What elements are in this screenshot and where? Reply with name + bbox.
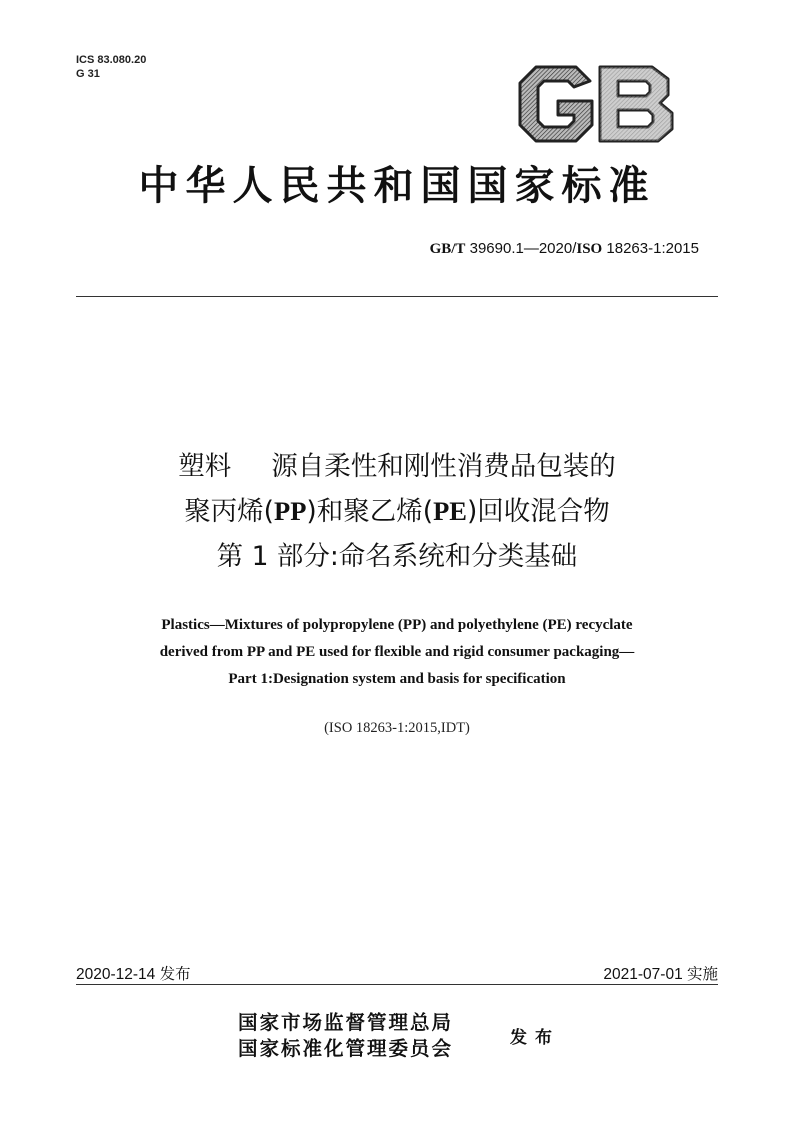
standard-code-prefix: GB/T bbox=[429, 241, 466, 257]
gb-logo-icon bbox=[516, 63, 680, 145]
english-title-line-1: Plastics—Mixtures of polypropylene (PP) and polyethylene (PE) recyclate bbox=[161, 617, 633, 633]
chinese-title-line-3: 第 1 部分:命名系统和分类基础 bbox=[216, 541, 578, 572]
issuing-authorities bbox=[238, 1010, 453, 1062]
classification-codes bbox=[76, 53, 146, 81]
ccs-code: G 31 bbox=[76, 68, 100, 80]
chinese-title-line-1 bbox=[0, 444, 794, 489]
standard-code-number: 39690.1—2020/ bbox=[469, 240, 577, 257]
title-line2-b: )和聚乙烯( bbox=[306, 496, 434, 527]
english-title-line-3: Part 1:Designation system and basis for specification bbox=[228, 671, 566, 687]
english-title-line-2: derived from PP and PE used for flexible and rigid consumer packaging— bbox=[159, 644, 635, 660]
title-line2-pp: PP bbox=[274, 496, 307, 526]
title-line2-a: 聚丙烯( bbox=[184, 496, 275, 527]
release-date: 2020-12-14 发布 bbox=[76, 966, 191, 983]
standard-code bbox=[430, 240, 699, 258]
standard-code-iso-prefix: ISO bbox=[576, 241, 603, 257]
title-line2-c: )回收混合物 bbox=[466, 496, 610, 527]
iso-reference: (ISO 18263-1:2015,IDT) bbox=[324, 720, 470, 736]
issuer-samr: 国家市场监督管理总局 bbox=[238, 1011, 454, 1034]
publish-label: 发布 bbox=[510, 1028, 560, 1048]
standard-code-iso-number: 18263-1:2015 bbox=[606, 240, 699, 257]
issuer-sac: 国家标准化管理委员会 bbox=[238, 1037, 454, 1060]
title-line1-part1: 塑料 bbox=[178, 451, 232, 482]
national-standard-title: 中华人民共和国国家标准 bbox=[138, 162, 656, 209]
chinese-title-line-2 bbox=[0, 489, 794, 534]
english-title bbox=[0, 612, 794, 693]
title-line1-part2: 源自柔性和刚性消费品包装的 bbox=[271, 451, 616, 482]
bottom-divider bbox=[76, 984, 718, 985]
top-divider bbox=[76, 296, 718, 297]
chinese-title bbox=[0, 444, 794, 579]
title-line2-pe: PE bbox=[433, 496, 467, 526]
ics-code: ICS 83.080.20 bbox=[76, 54, 147, 66]
implementation-date: 2021-07-01 实施 bbox=[603, 966, 718, 983]
